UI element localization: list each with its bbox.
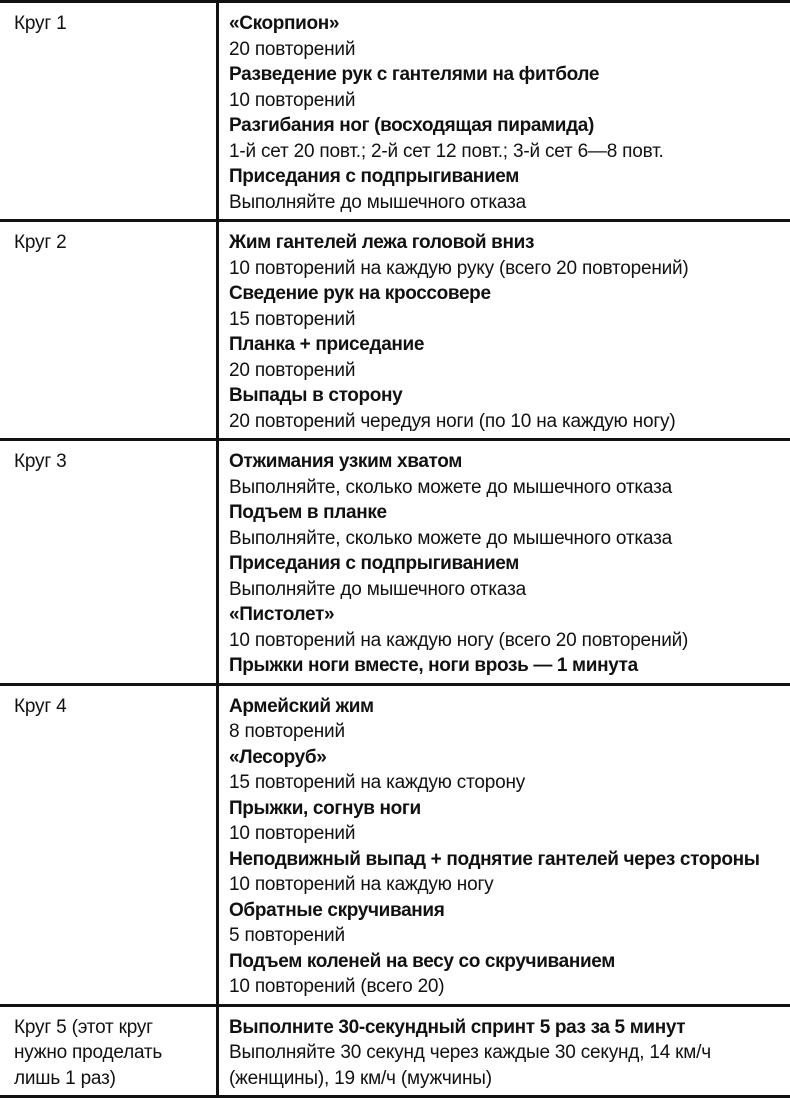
- exercise-reps: 10 повторений: [229, 88, 784, 114]
- exercise-item: [229, 281, 784, 332]
- exercise-item: [229, 500, 784, 551]
- exercise-list-cell: [216, 3, 790, 219]
- exercise-reps: 10 повторений на каждую ногу: [229, 872, 784, 898]
- exercise-reps: 1-й сет 20 повт.; 2-й сет 12 повт.; 3-й сет 6—8 повт.: [229, 139, 784, 165]
- exercise-item: [229, 1015, 784, 1092]
- exercise-name: Отжимания узким хватом: [229, 449, 784, 475]
- exercise-name: Планка + приседание: [229, 332, 784, 358]
- round-label-cell: [0, 1007, 216, 1096]
- exercise-reps: 20 повторений: [229, 37, 784, 63]
- exercise-name: Обратные скручивания: [229, 898, 784, 924]
- exercise-item: [229, 653, 784, 679]
- table-row: [0, 3, 790, 222]
- exercise-item: [229, 383, 784, 434]
- exercise-name: Прыжки, согнув ноги: [229, 796, 784, 822]
- round-label-cell: [0, 222, 216, 438]
- exercise-reps: Выполняйте, сколько можете до мышечного отказа: [229, 475, 784, 501]
- exercise-reps: 20 повторений чередуя ноги (по 10 на каждую ногу): [229, 409, 784, 435]
- exercise-reps: Выполняйте 30 секунд через каждые 30 секунд, 14 км/ч (женщины), 19 км/ч (мужчины): [229, 1040, 784, 1091]
- exercise-name: Армейский жим: [229, 694, 784, 720]
- exercise-reps: Выполняйте до мышечного отказа: [229, 577, 784, 603]
- round-label: Круг 3: [14, 451, 67, 472]
- exercise-reps: 10 повторений (всего 20): [229, 974, 784, 1000]
- round-label: Круг 5 (этот круг нужно проделать лишь 1 раз): [14, 1017, 162, 1089]
- exercise-name: Выпады в сторону: [229, 383, 784, 409]
- round-label-cell: [0, 441, 216, 683]
- exercise-list-cell: [216, 1007, 790, 1096]
- exercise-item: [229, 949, 784, 1000]
- exercise-name: «Скорпион»: [229, 11, 784, 37]
- exercise-name: Жим гантелей лежа головой вниз: [229, 230, 784, 256]
- exercise-list-cell: [216, 441, 790, 683]
- round-label: Круг 1: [14, 13, 67, 34]
- exercise-name: Разведение рук с гантелями на фитболе: [229, 62, 784, 88]
- exercise-item: [229, 164, 784, 215]
- exercise-item: [229, 62, 784, 113]
- exercise-reps: 10 повторений на каждую руку (всего 20 повторений): [229, 256, 784, 282]
- exercise-item: [229, 847, 784, 898]
- exercise-name: Приседания с подпрыгиванием: [229, 164, 784, 190]
- round-label-cell: [0, 686, 216, 1004]
- exercise-reps: 10 повторений на каждую ногу (всего 20 повторений): [229, 628, 784, 654]
- round-label: Круг 4: [14, 696, 67, 717]
- exercise-list-cell: [216, 686, 790, 1004]
- table-row: [0, 686, 790, 1007]
- exercise-reps: 5 повторений: [229, 923, 784, 949]
- exercise-list-cell: [216, 222, 790, 438]
- exercise-name: Приседания с подпрыгиванием: [229, 551, 784, 577]
- exercise-name: Неподвижный выпад + поднятие гантелей через стороны: [229, 847, 784, 873]
- exercise-item: [229, 694, 784, 745]
- exercise-name: Разгибания ног (восходящая пирамида): [229, 113, 784, 139]
- exercise-name: «Пистолет»: [229, 602, 784, 628]
- exercise-reps: Выполняйте до мышечного отказа: [229, 190, 784, 216]
- exercise-name: «Лесоруб»: [229, 745, 784, 771]
- exercise-reps: 8 повторений: [229, 719, 784, 745]
- exercise-name: Подъем в планке: [229, 500, 784, 526]
- exercise-name: Выполните 30-секундный спринт 5 раз за 5 минут: [229, 1015, 784, 1041]
- exercise-reps: 20 повторений: [229, 358, 784, 384]
- table-row: [0, 1007, 790, 1098]
- exercise-reps: Выполняйте, сколько можете до мышечного отказа: [229, 526, 784, 552]
- exercise-item: [229, 449, 784, 500]
- exercise-reps: 10 повторений: [229, 821, 784, 847]
- exercise-name: Сведение рук на кроссовере: [229, 281, 784, 307]
- exercise-item: [229, 230, 784, 281]
- exercise-item: [229, 796, 784, 847]
- exercise-item: [229, 551, 784, 602]
- exercise-item: [229, 745, 784, 796]
- exercise-reps: 15 повторений: [229, 307, 784, 333]
- exercise-item: [229, 898, 784, 949]
- exercise-item: [229, 332, 784, 383]
- exercise-name: Прыжки ноги вместе, ноги врозь — 1 минута: [229, 653, 784, 679]
- exercise-item: [229, 602, 784, 653]
- exercise-item: [229, 113, 784, 164]
- table-row: [0, 441, 790, 686]
- table-row: [0, 222, 790, 441]
- round-label: Круг 2: [14, 232, 67, 253]
- exercise-reps: 15 повторений на каждую сторону: [229, 770, 784, 796]
- round-label-cell: [0, 3, 216, 219]
- exercise-name: Подъем коленей на весу со скручиванием: [229, 949, 784, 975]
- exercise-item: [229, 11, 784, 62]
